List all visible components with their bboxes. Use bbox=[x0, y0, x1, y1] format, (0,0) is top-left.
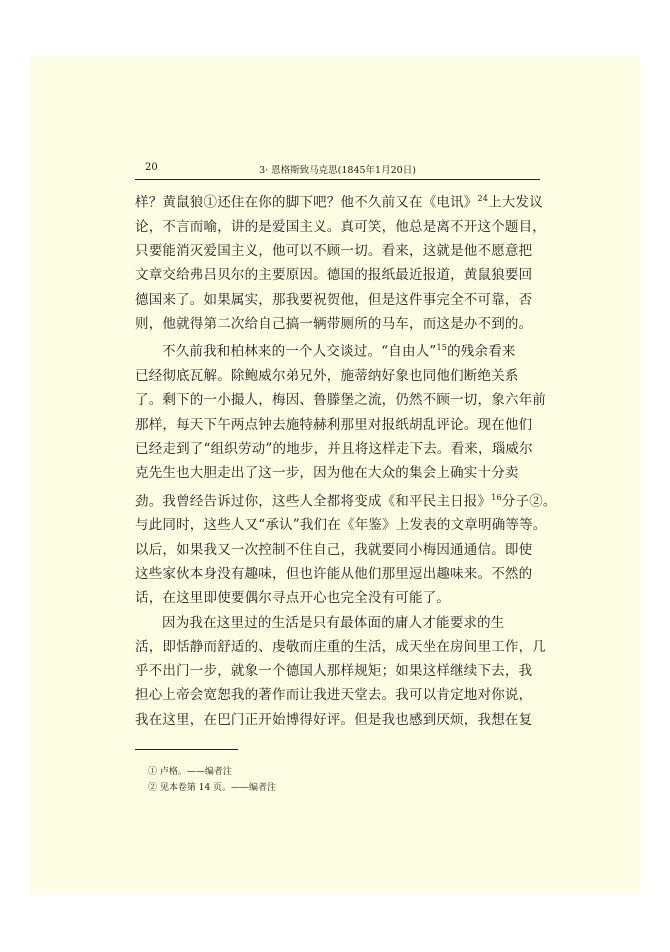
page-header bbox=[135, 157, 540, 180]
text-line: 克先生也大胆走出了这一步，因为他在大众的集会上确实十分卖 bbox=[135, 465, 519, 482]
text-line: 这些家伙本身没有趣味，但也许能从他们那里逗出趣味来。不然的 bbox=[135, 565, 533, 582]
text-line: 样？黄鼠狼①还住在你的脚下吧？他不久前又在《电讯》$^{24}$上大发议 bbox=[135, 194, 543, 211]
text-line: 了。剩下的一小撮人，梅因、鲁滕堡之流，仍然不顾一切，象六年前 bbox=[135, 392, 546, 409]
reference-marker: 24 bbox=[477, 194, 489, 203]
body-text bbox=[135, 187, 557, 732]
footnote: ① 卢格。——编者注 bbox=[148, 767, 232, 777]
text-line: 活，即恬静而舒适的、虔敬而庄重的生活，成天坐在房间里工作，几 bbox=[135, 638, 546, 655]
text-line: 话，在这里即使要偶尔寻点开心也完全没有可能了。 bbox=[135, 590, 451, 607]
page-number: 20 bbox=[145, 162, 158, 173]
text-line: 以后，如果我又一次控制不住自己，我就要同小梅因通通信。即使 bbox=[135, 541, 533, 558]
text-line: 已经彻底瓦解。除鲍威尔弟兄外，施蒂纳好象也同他们断绝关系 bbox=[135, 368, 519, 385]
text-line: 劲。我曾经告诉过你，这些人全都将变成《和平民主日报》$^{16}$分子②。 bbox=[135, 492, 557, 510]
text-line: 已经走到了“组织劳动”的地步，并且将这样走下去。看来，瑙威尔 bbox=[135, 440, 533, 457]
text-line: 那样，每天下午两点钟去施特赫利那里对报纸胡乱评论。现在他们 bbox=[135, 416, 533, 433]
running-title: 3· 恩格斯致马克思(1845年1月20日) bbox=[259, 165, 416, 176]
text-line: 论，不言而喻，讲的是爱国主义。真可笑，他总是离不开这个题目， bbox=[135, 218, 546, 235]
text-line: 文章交给弗吕贝尔的主要原因。德国的报纸最近报道，黄鼠狼要回 bbox=[135, 267, 533, 284]
text-line: 我在这里，在巴门正开始博得好评。但是我也感到厌烦，我想在复 bbox=[135, 711, 533, 728]
footnotes bbox=[148, 764, 276, 796]
reference-marker: 16 bbox=[491, 492, 502, 502]
text-line: 则，他就得第二次给自己搞一辆带厕所的马车，而这是办不到的。 bbox=[135, 315, 533, 332]
text-line: 因为我在这里过的生活是只有最体面的庸人才能要求的生 bbox=[162, 614, 505, 631]
text-line: 担心上帝会宽恕我的著作而让我进天堂去。我可以肯定地对你说， bbox=[135, 687, 533, 704]
text-line: 与此同时，这些人又“承认”我们在《年鉴》上发表的文章明确等等。 bbox=[135, 517, 547, 534]
footnote: ② 见本卷第 14 页。——编者注 bbox=[148, 783, 277, 793]
reference-marker: 15 bbox=[436, 343, 448, 353]
text-line: 乎不出门一步，就象一个德国人那样规矩；如果这样继续下去，我 bbox=[135, 663, 533, 680]
text-line: 只要能消灭爱国主义，他可以不顾一切。看来，这就是他不愿意把 bbox=[135, 243, 533, 260]
text-line: 不久前我和柏林来的一个人交谈过。“自由人”$^{15}$的残余看来 bbox=[162, 343, 516, 360]
text-line: 德国来了。如果属实，那我要祝贺他，但是这件事完全不可靠，否 bbox=[135, 291, 533, 308]
footnote-rule bbox=[135, 749, 238, 750]
